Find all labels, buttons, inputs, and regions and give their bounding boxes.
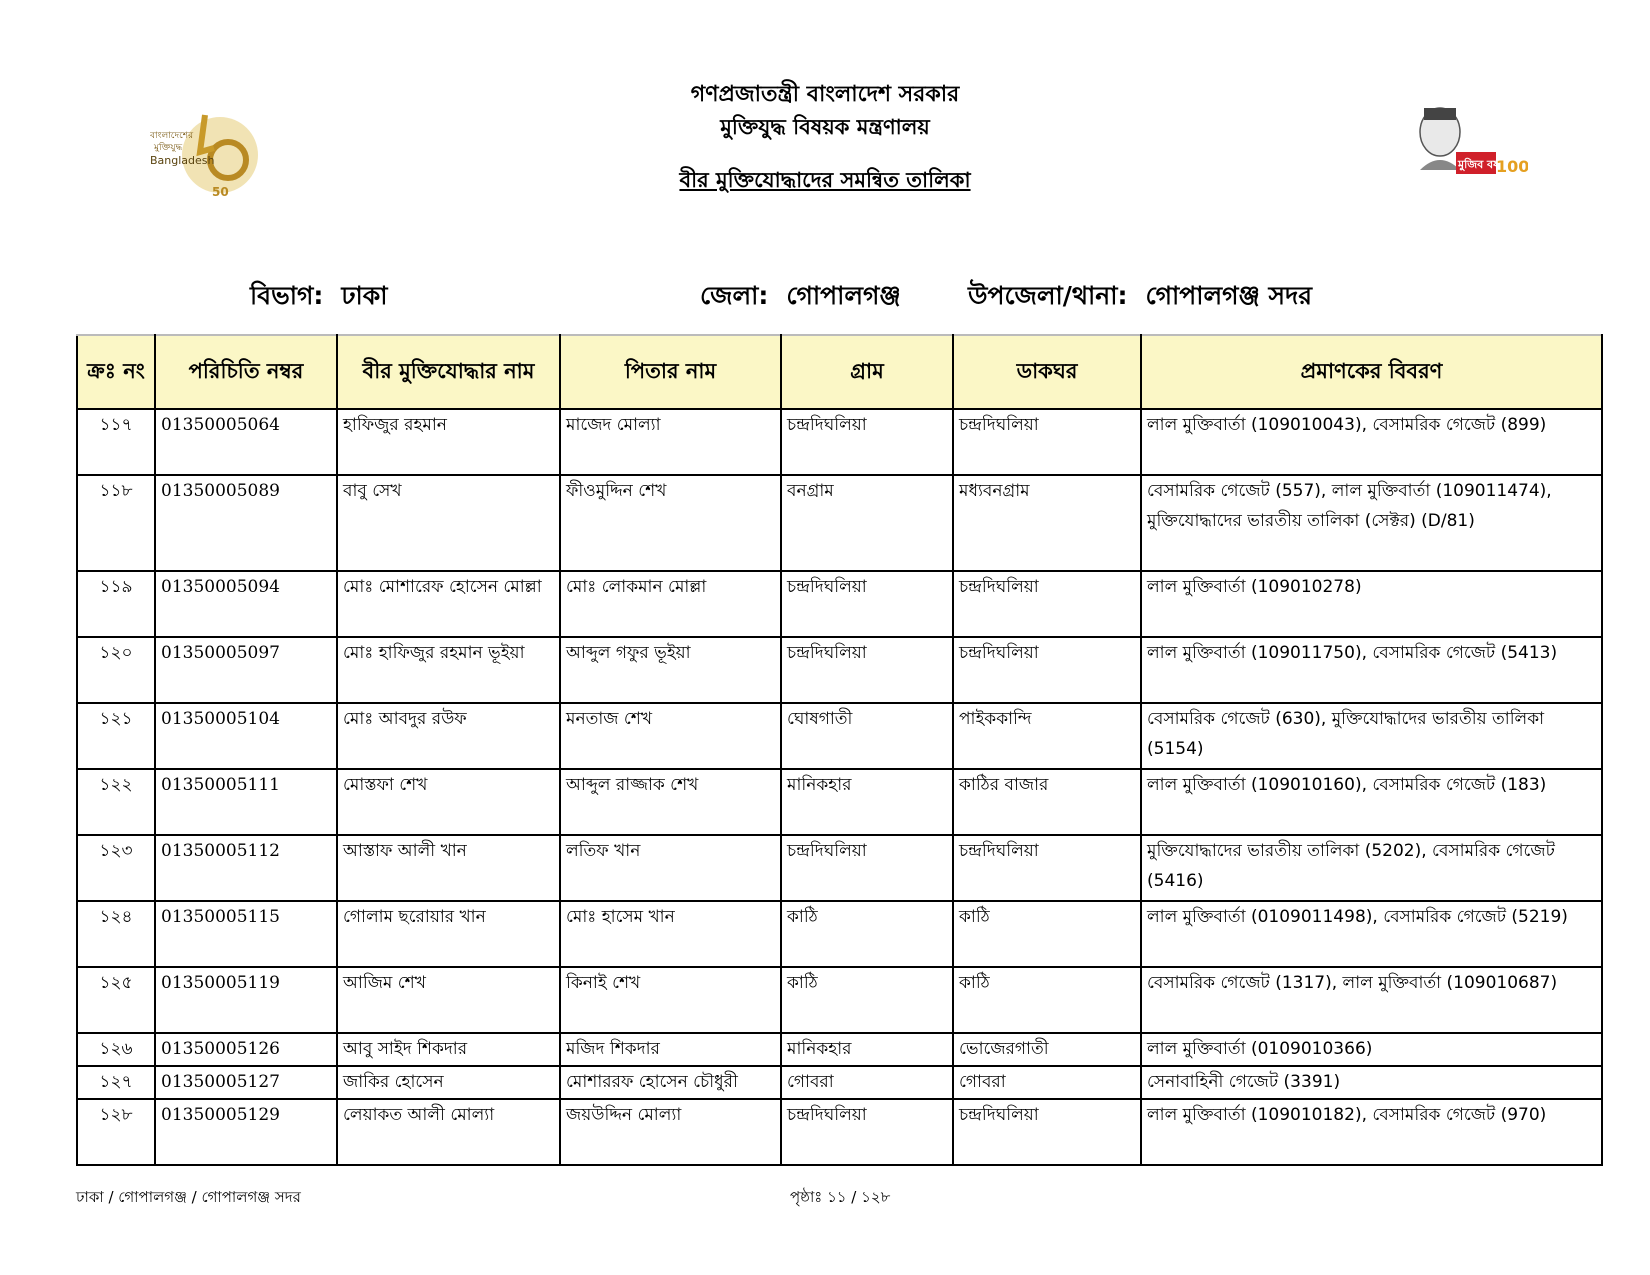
cell-serial: ১২০ bbox=[77, 637, 155, 703]
cell-post-office: কাঠির বাজার bbox=[953, 769, 1141, 835]
header-proof: প্রমাণকের বিবরণ bbox=[1141, 335, 1602, 409]
header-name: বীর মুক্তিযোদ্ধার নাম bbox=[337, 335, 560, 409]
table-row bbox=[77, 703, 1602, 769]
upazila-value: গোপালগঞ্জ সদর bbox=[1145, 281, 1312, 310]
cell-father: আব্দুল রাজ্জাক শেখ bbox=[560, 769, 781, 835]
cell-post-office: কাঠি bbox=[953, 967, 1141, 1033]
cell-village: চন্দ্রদিঘলিয়া bbox=[781, 637, 953, 703]
cell-village: চন্দ্রদিঘলিয়া bbox=[781, 1099, 953, 1165]
table-row bbox=[77, 637, 1602, 703]
footer-location-path: ঢাকা / গোপালগঞ্জ / গোপালগঞ্জ সদর bbox=[76, 1188, 301, 1206]
cell-name: গোলাম ছরোয়ার খান bbox=[337, 901, 560, 967]
cell-id: 01350005115 bbox=[155, 901, 337, 967]
cell-proof: লাল মুক্তিবার্তা (109011750), বেসামরিক গেজেট (5413) bbox=[1141, 637, 1602, 703]
district-value: গোপালগঞ্জ bbox=[786, 281, 901, 310]
table-row bbox=[77, 967, 1602, 1033]
cell-name: জাকির হোসেন bbox=[337, 1066, 560, 1099]
logo-left-number: 50 bbox=[212, 185, 229, 199]
cell-name: লেয়াকত আলী মোল্যা bbox=[337, 1099, 560, 1165]
cell-serial: ১২৩ bbox=[77, 835, 155, 901]
table-row bbox=[77, 1066, 1602, 1099]
cell-village: বনগ্রাম bbox=[781, 475, 953, 571]
cell-father: জয়উদ্দিন মোল্যা bbox=[560, 1099, 781, 1165]
cell-father: মোঃ হাসেম খান bbox=[560, 901, 781, 967]
cell-id: 01350005089 bbox=[155, 475, 337, 571]
cell-name: আজিম শেখ bbox=[337, 967, 560, 1033]
header-serial: ক্রঃ নং bbox=[77, 335, 155, 409]
cell-father: মোশাররফ হোসেন চৌধুরী bbox=[560, 1066, 781, 1099]
table-row bbox=[77, 1033, 1602, 1066]
cell-name: হাফিজুর রহমান bbox=[337, 409, 560, 475]
header-post-office: ডাকঘর bbox=[953, 335, 1141, 409]
cell-name: মোঃ মোশারেফ হোসেন মোল্লা bbox=[337, 571, 560, 637]
freedom-fighters-table bbox=[76, 334, 1603, 1166]
cell-village: ঘোষগাতী bbox=[781, 703, 953, 769]
cell-father: মনতাজ শেখ bbox=[560, 703, 781, 769]
cell-serial: ১২২ bbox=[77, 769, 155, 835]
upazila-info bbox=[968, 276, 1312, 319]
cell-name: মোস্তফা শেখ bbox=[337, 769, 560, 835]
cell-post-office: চন্দ্রদিঘলিয়া bbox=[953, 409, 1141, 475]
cell-village: চন্দ্রদিঘলিয়া bbox=[781, 409, 953, 475]
cell-proof: বেসামরিক গেজেট (557), লাল মুক্তিবার্তা (109011474), মুক্তিযোদ্ধাদের ভারতীয় তালিকা (সেক্টর) (D/81) bbox=[1141, 475, 1602, 571]
cell-proof: লাল মুক্তিবার্তা (0109011498), বেসামরিক গেজেট (5219) bbox=[1141, 901, 1602, 967]
cell-post-office: গোবরা bbox=[953, 1066, 1141, 1099]
cell-id: 01350005119 bbox=[155, 967, 337, 1033]
cell-father: কিনাই শেখ bbox=[560, 967, 781, 1033]
cell-father: মাজেদ মোল্যা bbox=[560, 409, 781, 475]
upazila-label: উপজেলা/থানা: bbox=[968, 281, 1128, 310]
cell-father: আব্দুল গফুর ভূইয়া bbox=[560, 637, 781, 703]
cell-post-office: চন্দ্রদিঘলিয়া bbox=[953, 571, 1141, 637]
cell-village: কাঠি bbox=[781, 901, 953, 967]
cell-father: লতিফ খান bbox=[560, 835, 781, 901]
logo-right-number: 100 bbox=[1496, 157, 1528, 176]
cell-serial: ১১৮ bbox=[77, 475, 155, 571]
cell-serial: ১২১ bbox=[77, 703, 155, 769]
cell-proof: লাল মুক্তিবার্তা (109010278) bbox=[1141, 571, 1602, 637]
cell-id: 01350005129 bbox=[155, 1099, 337, 1165]
cell-village: কাঠি bbox=[781, 967, 953, 1033]
cell-id: 01350005064 bbox=[155, 409, 337, 475]
cell-serial: ১২৪ bbox=[77, 901, 155, 967]
table-row bbox=[77, 1099, 1602, 1165]
table-row bbox=[77, 901, 1602, 967]
cell-id: 01350005127 bbox=[155, 1066, 337, 1099]
page-number: পৃষ্ঠাঃ ১১ / ১২৮ bbox=[790, 1188, 891, 1206]
logo-left-text: Bangladesh bbox=[150, 154, 215, 167]
division-value: ঢাকা bbox=[341, 281, 388, 310]
cell-post-office: মধ্যবনগ্রাম bbox=[953, 475, 1141, 571]
cell-id: 01350005112 bbox=[155, 835, 337, 901]
svg-text:বাংলাদেশের: বাংলাদেশের bbox=[150, 131, 194, 141]
cell-proof: লাল মুক্তিবার্তা (109010043), বেসামরিক গেজেট (899) bbox=[1141, 409, 1602, 475]
cell-post-office: পাইককান্দি bbox=[953, 703, 1141, 769]
list-title: বীর মুক্তিযোদ্ধাদের সমন্বিত তালিকা bbox=[679, 168, 971, 192]
document-header bbox=[0, 78, 1650, 199]
table-row bbox=[77, 835, 1602, 901]
table-row bbox=[77, 571, 1602, 637]
logo-right-text: মুজিব বর্ষ bbox=[1458, 158, 1500, 171]
cell-proof: বেসামরিক গেজেট (630), মুক্তিযোদ্ধাদের ভারতীয় তালিকা (5154) bbox=[1141, 703, 1602, 769]
cell-id: 01350005111 bbox=[155, 769, 337, 835]
cell-proof: সেনাবাহিনী গেজেট (3391) bbox=[1141, 1066, 1602, 1099]
cell-serial: ১১৭ bbox=[77, 409, 155, 475]
header-id: পরিচিতি নম্বর bbox=[155, 335, 337, 409]
cell-post-office: চন্দ্রদিঘলিয়া bbox=[953, 1099, 1141, 1165]
cell-serial: ১২৭ bbox=[77, 1066, 155, 1099]
cell-proof: লাল মুক্তিবার্তা (109010182), বেসামরিক গেজেট (970) bbox=[1141, 1099, 1602, 1165]
cell-serial: ১২৫ bbox=[77, 967, 155, 1033]
cell-proof: লাল মুক্তিবার্তা (109010160), বেসামরিক গেজেট (183) bbox=[1141, 769, 1602, 835]
cell-village: চন্দ্রদিঘলিয়া bbox=[781, 835, 953, 901]
cell-id: 01350005094 bbox=[155, 571, 337, 637]
cell-father: মজিদ শিকদার bbox=[560, 1033, 781, 1066]
table-row bbox=[77, 475, 1602, 571]
cell-name: বাবু সেখ bbox=[337, 475, 560, 571]
cell-post-office: কাঠি bbox=[953, 901, 1141, 967]
division-info bbox=[250, 276, 387, 319]
district-label: জেলা: bbox=[700, 281, 769, 310]
cell-post-office: চন্দ্রদিঘলিয়া bbox=[953, 637, 1141, 703]
cell-id: 01350005097 bbox=[155, 637, 337, 703]
cell-village: গোবরা bbox=[781, 1066, 953, 1099]
svg-text:মুক্তিযুদ্ধ: মুক্তিযুদ্ধ bbox=[154, 143, 183, 153]
table-header-row bbox=[77, 335, 1602, 409]
cell-village: মানিকহার bbox=[781, 769, 953, 835]
district-info bbox=[700, 276, 901, 319]
cell-name: মোঃ আবদুর রউফ bbox=[337, 703, 560, 769]
ministry-title: মুক্তিযুদ্ধ বিষয়ক মন্ত্রণালয় bbox=[720, 115, 930, 139]
cell-serial: ১২৮ bbox=[77, 1099, 155, 1165]
header-village: গ্রাম bbox=[781, 335, 953, 409]
government-title: গণপ্রজাতন্ত্রী বাংলাদেশ সরকার bbox=[690, 82, 960, 107]
cell-father: মোঃ লোকমান মোল্লা bbox=[560, 571, 781, 637]
cell-id: 01350005126 bbox=[155, 1033, 337, 1066]
cell-father: ফীওমুদ্দিন শেখ bbox=[560, 475, 781, 571]
cell-name: মোঃ হাফিজুর রহমান ভূইয়া bbox=[337, 637, 560, 703]
header-father: পিতার নাম bbox=[560, 335, 781, 409]
cell-name: আবু সাইদ শিকদার bbox=[337, 1033, 560, 1066]
cell-village: চন্দ্রদিঘলিয়া bbox=[781, 571, 953, 637]
cell-post-office: চন্দ্রদিঘলিয়া bbox=[953, 835, 1141, 901]
cell-id: 01350005104 bbox=[155, 703, 337, 769]
cell-proof: বেসামরিক গেজেট (1317), লাল মুক্তিবার্তা (109010687) bbox=[1141, 967, 1602, 1033]
cell-serial: ১২৬ bbox=[77, 1033, 155, 1066]
division-label: বিভাগ: bbox=[250, 281, 324, 310]
cell-proof: লাল মুক্তিবার্তা (0109010366) bbox=[1141, 1033, 1602, 1066]
cell-village: মানিকহার bbox=[781, 1033, 953, 1066]
table-row bbox=[77, 409, 1602, 475]
table-row bbox=[77, 769, 1602, 835]
cell-serial: ১১৯ bbox=[77, 571, 155, 637]
cell-name: আস্তাফ আলী খান bbox=[337, 835, 560, 901]
cell-post-office: ভোজেরগাতী bbox=[953, 1033, 1141, 1066]
cell-proof: মুক্তিযোদ্ধাদের ভারতীয় তালিকা (5202), বেসামরিক গেজেট (5416) bbox=[1141, 835, 1602, 901]
